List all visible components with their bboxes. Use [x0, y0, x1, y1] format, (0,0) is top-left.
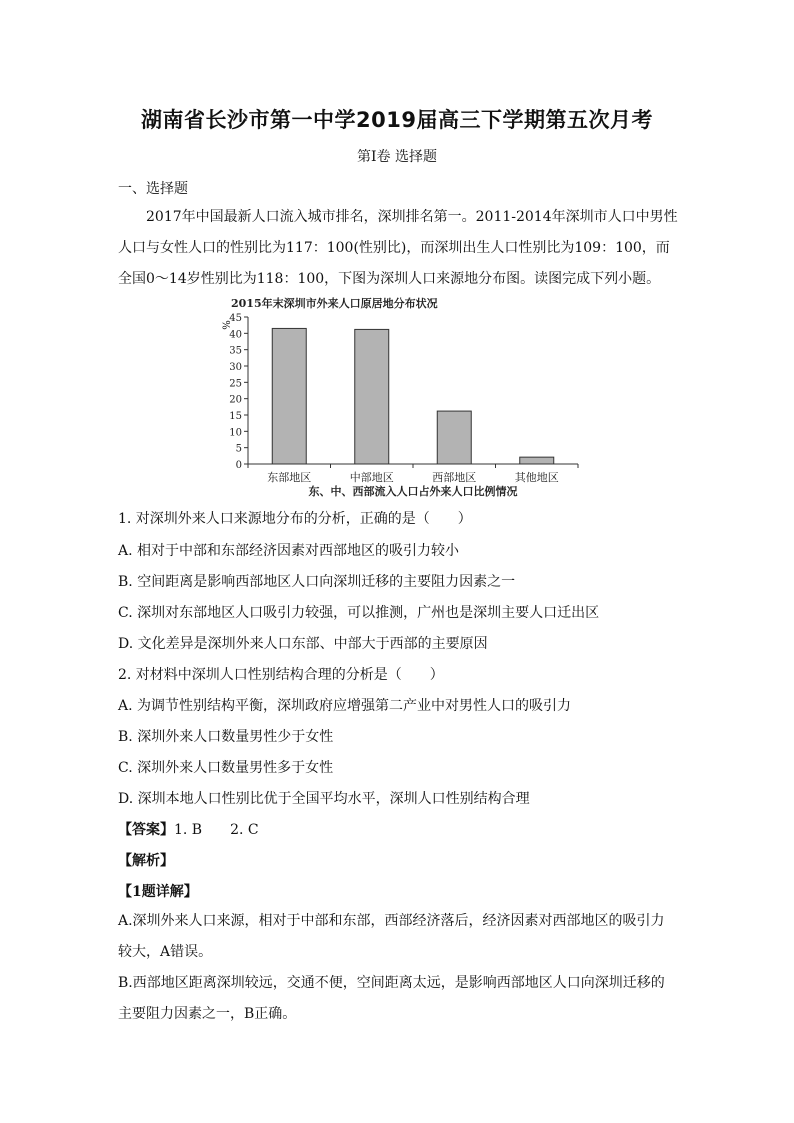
q1-option-a: A. 相对于中部和东部经济因素对西部地区的吸引力较小	[118, 543, 460, 559]
q1-option-d: D. 文化差异是深圳外来人口东部、中部大于西部的主要原因	[118, 636, 488, 652]
y-tick-label: 0	[235, 460, 242, 471]
q1-option-b: B. 空间距离是影响西部地区人口向深圳迁移的主要阻力因素之一	[118, 574, 516, 590]
y-tick-label: 25	[229, 378, 242, 390]
answer-text: 1. B 2. C	[174, 822, 259, 838]
x-tick-label: 中部地区	[349, 471, 394, 484]
y-axis-unit: %	[222, 320, 233, 330]
x-tick-label: 其他地区	[514, 471, 559, 484]
analysis-a: A.深圳外来人口来源，相对于中部和东部，西部经济落后，经济因素对西部地区的吸引力较大，A错误。	[118, 913, 665, 960]
x-tick-label: 东部地区	[267, 471, 312, 484]
y-tick-label: 10	[229, 427, 242, 439]
q2-option-a: A. 为调节性别结构平衡，深圳政府应增强第二产业中对男性人口的吸引力	[118, 698, 572, 714]
section-heading: 一、选择题	[118, 181, 188, 197]
bar-2	[355, 329, 389, 464]
bar-3	[437, 411, 471, 464]
q2-option-d: D. 深圳本地人口性别比优于全国平均水平，深圳人口性别结构合理	[118, 791, 530, 807]
q2-stem: 2. 对材料中深圳人口性别结构合理的分析是（ ）	[118, 667, 444, 683]
answer-label: 【答案】	[118, 822, 174, 838]
x-tick-label: 西部地区	[432, 471, 477, 484]
y-tick-label: 5	[235, 443, 242, 455]
y-tick-label: 35	[229, 345, 242, 357]
bar-chart	[210, 292, 590, 504]
chart-caption: 东、中、西部流入人口占外来人口比例情况	[308, 485, 518, 498]
q2-option-c: C. 深圳外来人口数量男性多于女性	[118, 760, 334, 776]
y-tick-label: 40	[229, 329, 242, 341]
q1-option-c: C. 深圳对东部地区人口吸引力较强，可以推测，广州也是深圳主要人口迁出区	[118, 605, 600, 621]
bar-4	[520, 457, 554, 464]
chart-title: 2015年末深圳市外来人口原居地分布状况	[231, 297, 438, 310]
analysis-b: B.西部地区距离深圳较远，交通不便，空间距离太远，是影响西部地区人口向深圳迁移的主要阻力因素之一，B正确。	[118, 975, 665, 1022]
q1-stem: 1. 对深圳外来人口来源地分布的分析，正确的是（ ）	[118, 511, 472, 527]
y-tick-label: 15	[229, 411, 242, 422]
section-subtitle: 第Ⅰ卷 选择题	[357, 149, 437, 165]
y-tick-label: 30	[229, 362, 242, 373]
q1-detail-label: 【1题详解】	[118, 884, 198, 900]
y-tick-label: 20	[229, 394, 242, 406]
page-title: 湖南省长沙市第一中学2019届高三下学期第五次月考	[141, 108, 653, 132]
bar-1	[272, 328, 306, 464]
y-tick-label: 45	[229, 313, 242, 324]
answer-line	[118, 819, 259, 839]
analysis-label: 【解析】	[118, 853, 174, 869]
intro-paragraph: 2017年中国最新人口流入城市排名，深圳排名第一。2011-2014年深圳市人口中男性人口与女性人口的性别比为117：100(性别比)，而深圳出生人口性别比为109：100，而全国0～14岁性别比为118：100，下图为深圳人口来源地分布图。读图完成下列小题。	[118, 209, 678, 287]
q2-option-b: B. 深圳外来人口数量男性少于女性	[118, 729, 334, 745]
